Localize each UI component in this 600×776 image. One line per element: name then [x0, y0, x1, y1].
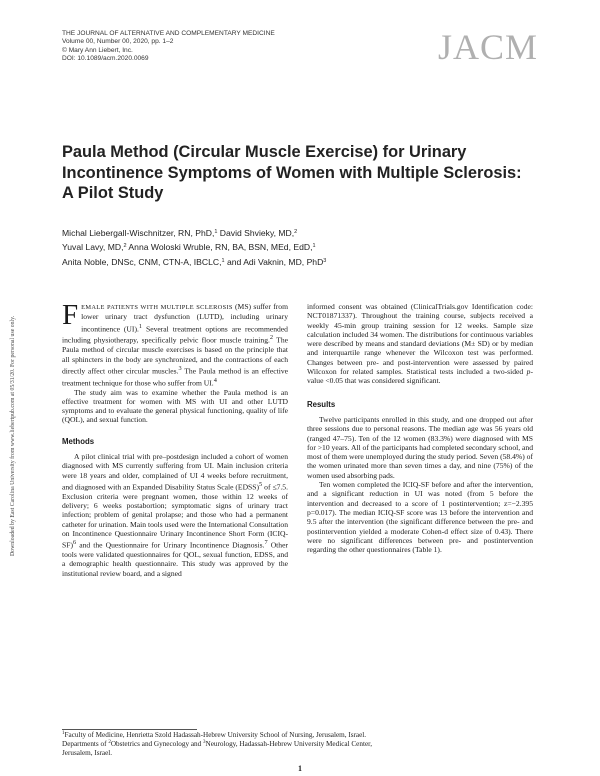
author-list — [62, 226, 552, 269]
title-line-2: Incontinence Symptoms of Women with Multiple Sclerosis: — [62, 163, 522, 182]
author-2-affil: 2 — [294, 229, 298, 235]
ref-7: 7 — [264, 539, 268, 547]
ref-1: 1 — [138, 322, 143, 330]
methods-text-1: A pilot clinical trial with pre–postdesign included a cohort of women diagnosed with MS currently suffering from UI. Main inclusion criteria were 18 years and older, complained of UI 4 weeks before recruitment, and diagnosed with an Expanded Disability Status Scale (EDSS) — [62, 451, 288, 492]
author-1-affil: 1 — [214, 229, 218, 235]
methods-text-4: Other tools were validated questionnaires for QOL, sexual function, EDSS, and a demographic health questionnaire. This study was approved by the institutional review board, and a signed — [62, 540, 288, 578]
right-column — [307, 302, 533, 554]
author-5-affil: 1 — [221, 257, 225, 264]
author-4: Anna Woloski Wruble, RN, BA, BSN, MEd, EdD, — [126, 242, 313, 253]
affiliation-1 — [62, 731, 542, 740]
download-notice: Downloaded by East Carolina University from www.liebertpub.com at 05/31/20. For personal use only. — [10, 315, 16, 556]
methods-heading: Methods — [62, 436, 95, 446]
affiliation-2-text: Obstetrics and Gynecology and — [110, 740, 204, 749]
ref-5: 5 — [259, 480, 263, 488]
author-1: Michal Liebergall-Wischnitzer, RN, PhD, — [62, 228, 215, 238]
author-3: Yuval Lavy, MD, — [62, 242, 124, 253]
author-2: David Shvieky, MD, — [217, 228, 295, 238]
aim-paragraph: The study aim was to examine whether the Paula method is an effective treatment for women with MS with UI and other LUTD symptoms and to evaluate the general physical functioning, quality of life (QOL), and sexual function. — [62, 387, 288, 425]
author-line-1 — [62, 226, 552, 240]
affiliation-2-city: Jerusalem, Israel. — [62, 749, 113, 758]
page-number: 1 — [298, 764, 302, 773]
intro-smallcaps: EMALE PATIENTS WITH MULTIPLE SCLEROSIS — [81, 304, 233, 311]
author-line-2 — [62, 240, 552, 254]
author-6: and Adi Vaknin, MD, PhD — [224, 256, 324, 267]
ref-4: 4 — [213, 376, 217, 384]
journal-copyright: © Mary Ann Liebert, Inc. — [62, 46, 133, 54]
methods-continued-text: informed consent was obtained (ClinicalTrials.gov Identification code: NCT01871337). Throughout the training course, subjects received a weekly 45-min group training session for 12 weeks. Sample size calculation included 34 women. The distributions for continuous variables were described by means and standard deviations (M± SD) or by median and interquartile range whenever the Wilcoxon test was performed. Changes between pre- and post-intervention were assessed by paired Wilcoxon for related samples. Statistical tests included a two-sided — [307, 302, 533, 377]
intro-text-3: The Paula method of circular muscle exercises is based on the principle that all sphincters in the body are synchronized, and the contractions of each directly affect other circular muscles. — [62, 335, 288, 376]
results-paragraph-1: Twelve participants enrolled in this study, and one dropped out after three sessions due to personal reasons. The median age was 56 years old (ranged 47–75). Ten of the 12 women (83.3%) were diagnosed with MS for >10 years. All of the participants had completed secondary school, and most of them were unemployed during the study period. Seven (58.4%) of the women urinated more than seven times a day, and nine (75%) of the women used absorbing pads. — [307, 414, 533, 480]
journal-logo: JACM — [437, 27, 538, 67]
affiliation-2-prefix: Departments of — [62, 740, 109, 749]
intro-text-1: (MS) suffer from lower urinary tract dysfunction (LUTD), including urinary incontinence (UI). — [81, 302, 288, 334]
article-title — [62, 142, 552, 204]
left-column — [62, 299, 288, 578]
author-line-3 — [62, 255, 552, 269]
affiliation-3-marker: 3 — [203, 740, 206, 746]
title-line-3: A Pilot Study — [62, 184, 164, 202]
ref-2: 2 — [269, 334, 274, 342]
affiliation-2-marker: 2 — [108, 740, 111, 746]
author-4-affil: 1 — [312, 243, 316, 250]
author-3-affil: 2 — [123, 243, 127, 250]
methods-continued — [307, 302, 533, 386]
methods-text-2: of ≤7.5. Exclusion criteria were pregnant women, those within 12 weeks of delivery; 6 weeks postabortion; symptomatic signs of urinary tract infection; problem of genital prolapse; and those who had a permanent catheter for urination. Main tools used were the International Consultation on Incontinence Questionnaire Urinary Incontinence Short Form (ICIQ-SF) — [62, 482, 288, 550]
intro-text-2: Several treatment options are recommended including physiotherapy, specifically pelvic floor muscle training. — [62, 324, 288, 345]
methods-text-3: and the Questionnaire for Urinary Incontinence Diagnosis. — [76, 540, 265, 550]
methods-continued-text-2: -value <0.05 that was considered significant. — [307, 367, 533, 386]
affiliation-2 — [62, 740, 542, 749]
drop-cap: F — [62, 299, 79, 331]
affiliation-3-text: Neurology, Hadassah-Hebrew University Medical Center, — [205, 740, 373, 749]
author-6-affil: 3 — [323, 257, 327, 264]
p-value-symbol: p — [526, 367, 531, 377]
journal-doi: DOI: 10.1089/acm.2020.0069 — [62, 55, 149, 63]
results-paragraph-2: Ten women completed the ICIQ-SF before and after the intervention, and a significant reduction in UI was noted (from 5 before the intervention and decreased to a score of 1 postintervention; z=−2.395 p=0.017). The median ICIQ-SF score was 13 before the intervention and 9.5 after the intervention (the significant difference between the pre- and postintervention yielded a moderate Cohen-d effect size of 0.43). There were no significant differences between pre- and postintervention regarding the other questionnaires (Table 1). — [307, 480, 533, 555]
ref-6: 6 — [72, 539, 77, 547]
intro-text-4: The Paula method is an effective treatment technique for those who suffer from UI. — [62, 366, 288, 388]
footnote-divider — [62, 729, 197, 730]
affiliation-1-text: Faculty of Medicine, Henrietta Szold Hadassah-Hebrew University School of Nursing, Jerusalem, Israel. — [64, 731, 367, 739]
intro-paragraph — [62, 299, 288, 388]
journal-name: THE JOURNAL OF ALTERNATIVE AND COMPLEMENTARY MEDICINE — [62, 30, 275, 37]
methods-paragraph — [62, 452, 288, 578]
ref-3: 3 — [178, 364, 182, 372]
affiliations — [62, 731, 542, 759]
results-heading: Results — [307, 399, 336, 409]
title-line-1: Paula Method (Circular Muscle Exercise) for Urinary — [62, 143, 467, 161]
journal-header — [62, 30, 362, 64]
affiliation-1-marker: 1 — [62, 731, 65, 736]
journal-volume: Volume 00, Number 00, 2020, pp. 1–2 — [62, 38, 174, 46]
author-5: Anita Noble, DNSc, CNM, CTN-A, IBCLC, — [62, 256, 222, 267]
